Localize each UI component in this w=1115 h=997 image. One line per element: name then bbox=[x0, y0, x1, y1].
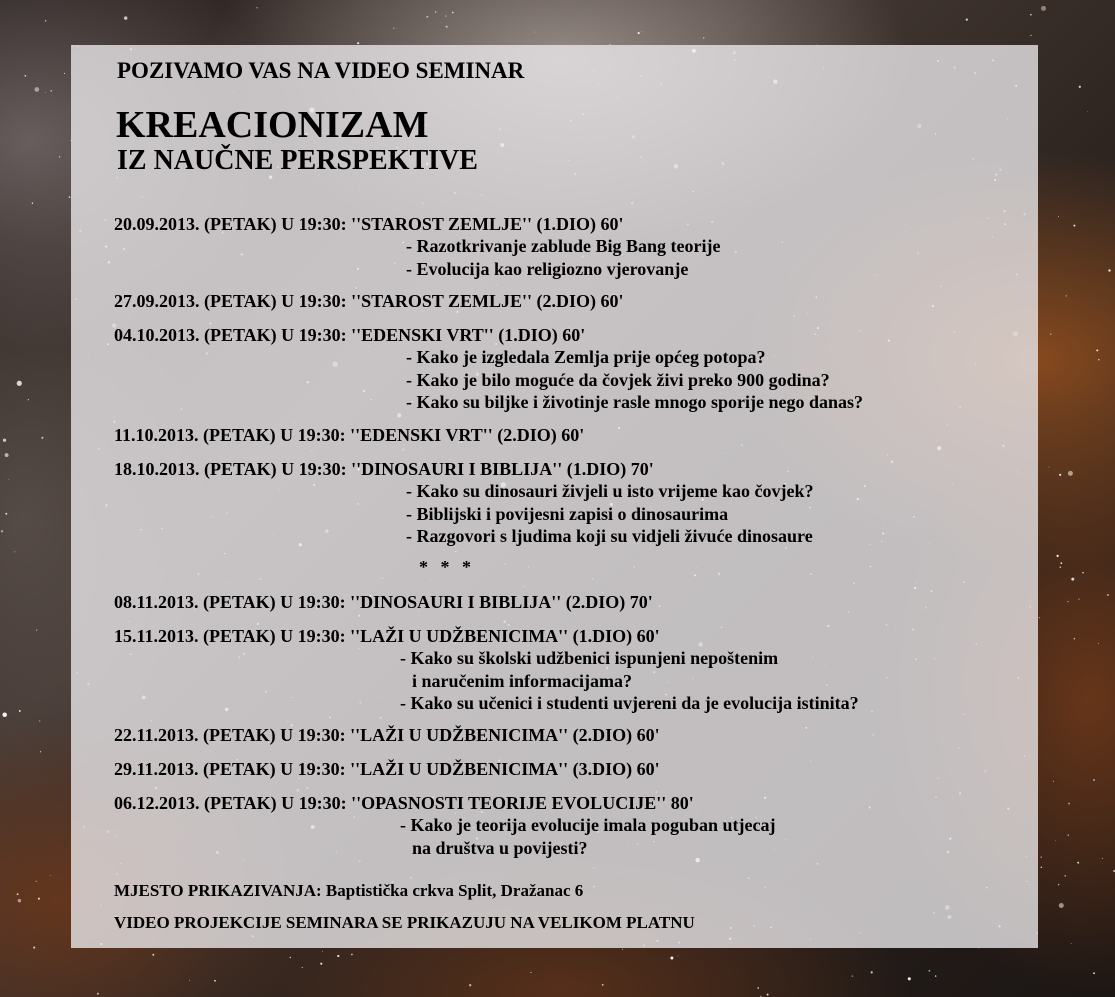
star bbox=[1058, 216, 1059, 217]
star bbox=[351, 954, 353, 956]
star bbox=[302, 967, 303, 968]
star bbox=[36, 881, 37, 882]
event-3 bbox=[114, 324, 1034, 414]
event-heading: 22.11.2013. (PETAK) U 19:30: ''LAŽI U UDŽBENICIMA'' (2.DIO) 60' bbox=[114, 725, 660, 745]
star bbox=[1041, 857, 1042, 858]
star bbox=[871, 971, 873, 973]
star bbox=[641, 31, 642, 32]
star bbox=[530, 972, 531, 973]
star bbox=[1107, 594, 1109, 596]
star bbox=[966, 18, 968, 20]
star bbox=[290, 957, 291, 958]
star bbox=[17, 893, 19, 895]
event-5 bbox=[114, 458, 1034, 548]
star bbox=[189, 980, 190, 981]
star bbox=[1087, 111, 1088, 112]
event-note: - Kako je teorija evolucije imala poguban utjecaj bbox=[400, 815, 776, 835]
star bbox=[678, 956, 679, 957]
star bbox=[50, 875, 51, 876]
star bbox=[469, 984, 471, 986]
star bbox=[928, 970, 930, 972]
star bbox=[1049, 467, 1050, 468]
star bbox=[852, 975, 853, 976]
event-heading: 06.12.2013. (PETAK) U 19:30: ''OPASNOSTI TEORIJE EVOLUCIJE'' 80' bbox=[114, 793, 694, 813]
star bbox=[5, 513, 7, 515]
event-10 bbox=[114, 792, 1034, 859]
event-note: - Evolucija kao religiozno vjerovanje bbox=[406, 258, 689, 279]
star bbox=[2, 713, 7, 718]
event-note: - Kako je izgledala Zemlja prije općeg potopa? bbox=[406, 347, 766, 367]
star bbox=[670, 957, 673, 960]
event-heading: 20.09.2013. (PETAK) U 19:30: ''STAROST ZEMLJE'' (1.DIO) 60' bbox=[114, 214, 624, 234]
star bbox=[1064, 875, 1065, 876]
event-heading: 18.10.2013. (PETAK) U 19:30: ''DINOSAURI I BIBLIJA'' (1.DIO) 70' bbox=[114, 459, 654, 479]
event-heading: 29.11.2013. (PETAK) U 19:30: ''LAŽI U UDŽBENICIMA'' (3.DIO) 60' bbox=[114, 759, 660, 779]
star bbox=[36, 630, 37, 631]
star bbox=[28, 399, 29, 400]
star bbox=[1058, 884, 1060, 886]
star bbox=[97, 993, 99, 995]
event-note: na društva u povijesti? bbox=[412, 837, 588, 858]
star bbox=[1039, 617, 1040, 618]
seminar-title: KREACIONIZAM bbox=[116, 104, 429, 146]
star bbox=[393, 28, 394, 29]
star bbox=[1059, 474, 1061, 476]
star bbox=[64, 73, 65, 74]
invite-heading: POZIVAMO VAS NA VIDEO SEMINAR bbox=[117, 58, 525, 83]
section-separator: * * * bbox=[419, 557, 475, 577]
star bbox=[1060, 566, 1061, 567]
star bbox=[1071, 943, 1072, 944]
star bbox=[256, 7, 258, 9]
star bbox=[45, 20, 47, 22]
star bbox=[1060, 562, 1062, 564]
star bbox=[1098, 643, 1099, 644]
star bbox=[322, 951, 323, 952]
seminar-subtitle: IZ NAUČNE PERSPEKTIVE bbox=[117, 145, 478, 176]
star bbox=[14, 551, 15, 552]
star bbox=[767, 994, 769, 996]
event-heading: 04.10.2013. (PETAK) U 19:30: ''EDENSKI VRT'' (1.DIO) 60' bbox=[114, 325, 586, 345]
star bbox=[32, 203, 33, 204]
star bbox=[452, 12, 454, 14]
star bbox=[1096, 349, 1098, 351]
star bbox=[45, 92, 46, 93]
star bbox=[320, 963, 322, 965]
star bbox=[1041, 6, 1046, 11]
footer-note: VIDEO PROJEKCIJE SEMINARA SE PRIKAZUJU NA VELIKOM PLATNU bbox=[114, 913, 695, 932]
star bbox=[1098, 359, 1100, 361]
star bbox=[602, 984, 604, 986]
star bbox=[908, 977, 911, 980]
star bbox=[757, 987, 759, 989]
event-note: - Razotkrivanje zablude Big Bang teorije bbox=[406, 236, 721, 256]
star bbox=[1068, 834, 1069, 835]
star bbox=[1077, 862, 1079, 864]
star bbox=[426, 16, 428, 18]
star bbox=[1053, 781, 1054, 782]
star bbox=[1050, 333, 1052, 335]
star bbox=[1066, 295, 1067, 296]
star bbox=[39, 720, 40, 721]
star bbox=[41, 437, 43, 439]
star bbox=[214, 980, 216, 982]
star bbox=[33, 947, 35, 949]
star bbox=[38, 898, 40, 900]
event-1 bbox=[114, 213, 1034, 280]
star bbox=[1079, 86, 1081, 88]
star bbox=[1056, 555, 1058, 557]
star bbox=[534, 32, 535, 33]
event-4 bbox=[114, 424, 1034, 446]
event-6 bbox=[114, 591, 1034, 613]
star bbox=[19, 710, 21, 712]
event-heading: 27.09.2013. (PETAK) U 19:30: ''STAROST ZEMLJE'' (2.DIO) 60' bbox=[114, 291, 624, 311]
star bbox=[3, 439, 6, 442]
event-note: - Razgovori s ljudima koji su vidjeli živuće dinosaure bbox=[406, 526, 813, 546]
star bbox=[1071, 578, 1074, 581]
star bbox=[34, 87, 39, 92]
event-heading: 08.11.2013. (PETAK) U 19:30: ''DINOSAURI I BIBLIJA'' (2.DIO) 70' bbox=[114, 592, 653, 612]
star bbox=[50, 90, 52, 92]
event-heading: 11.10.2013. (PETAK) U 19:30: ''EDENSKI VRT'' (2.DIO) 60' bbox=[114, 425, 585, 445]
star bbox=[24, 75, 26, 77]
star bbox=[1082, 572, 1084, 574]
star bbox=[435, 11, 436, 12]
star bbox=[446, 26, 448, 28]
star bbox=[1073, 225, 1075, 227]
star bbox=[1093, 779, 1095, 781]
event-2 bbox=[114, 290, 1034, 312]
star bbox=[1068, 471, 1073, 476]
event-8 bbox=[114, 724, 1034, 746]
star bbox=[17, 381, 22, 386]
event-note: - Kako su školski udžbenici ispunjeni nepoštenim bbox=[400, 648, 779, 668]
star bbox=[935, 975, 936, 976]
star bbox=[1030, 14, 1032, 16]
star bbox=[1059, 903, 1064, 908]
star bbox=[1108, 269, 1110, 271]
star bbox=[337, 955, 339, 957]
star bbox=[1030, 35, 1031, 36]
star bbox=[124, 16, 127, 19]
star bbox=[703, 37, 704, 38]
star bbox=[8, 479, 9, 480]
event-note: - Kako su dinosauri živjeli u isto vrijeme kao čovjek? bbox=[406, 481, 814, 501]
event-heading: 15.11.2013. (PETAK) U 19:30: ''LAŽI U UDŽBENICIMA'' (1.DIO) 60' bbox=[114, 626, 660, 646]
star bbox=[1068, 803, 1070, 805]
star bbox=[445, 15, 447, 17]
star bbox=[152, 954, 154, 956]
star bbox=[638, 32, 640, 34]
star bbox=[1, 530, 3, 532]
star bbox=[40, 751, 41, 752]
event-note: - Kako je bilo moguće da čovjek živi preko 900 godina? bbox=[406, 369, 830, 390]
venue-line: MJESTO PRIKAZIVANJA: Baptistička crkva Split, Dražanac 6 bbox=[114, 881, 584, 900]
event-note: - Biblijski i povijesni zapisi o dinosaurima bbox=[406, 503, 729, 524]
event-note: i naručenim informacijama? bbox=[412, 670, 632, 691]
star bbox=[1078, 599, 1079, 600]
event-9 bbox=[114, 758, 1034, 780]
star bbox=[18, 899, 21, 902]
star bbox=[1041, 866, 1043, 868]
star bbox=[1067, 601, 1068, 602]
star bbox=[1074, 638, 1076, 640]
star bbox=[1093, 972, 1095, 974]
event-7 bbox=[114, 625, 1034, 715]
star bbox=[1055, 840, 1056, 841]
event-note: - Kako su učenici i studenti uvjereni da je evolucija istinita? bbox=[400, 693, 859, 713]
star bbox=[5, 453, 9, 457]
star bbox=[59, 156, 61, 158]
star bbox=[357, 42, 359, 44]
star bbox=[622, 949, 623, 950]
star bbox=[1102, 858, 1103, 859]
event-note: - Kako su biljke i životinje rasle mnogo sporije nego danas? bbox=[406, 392, 864, 412]
